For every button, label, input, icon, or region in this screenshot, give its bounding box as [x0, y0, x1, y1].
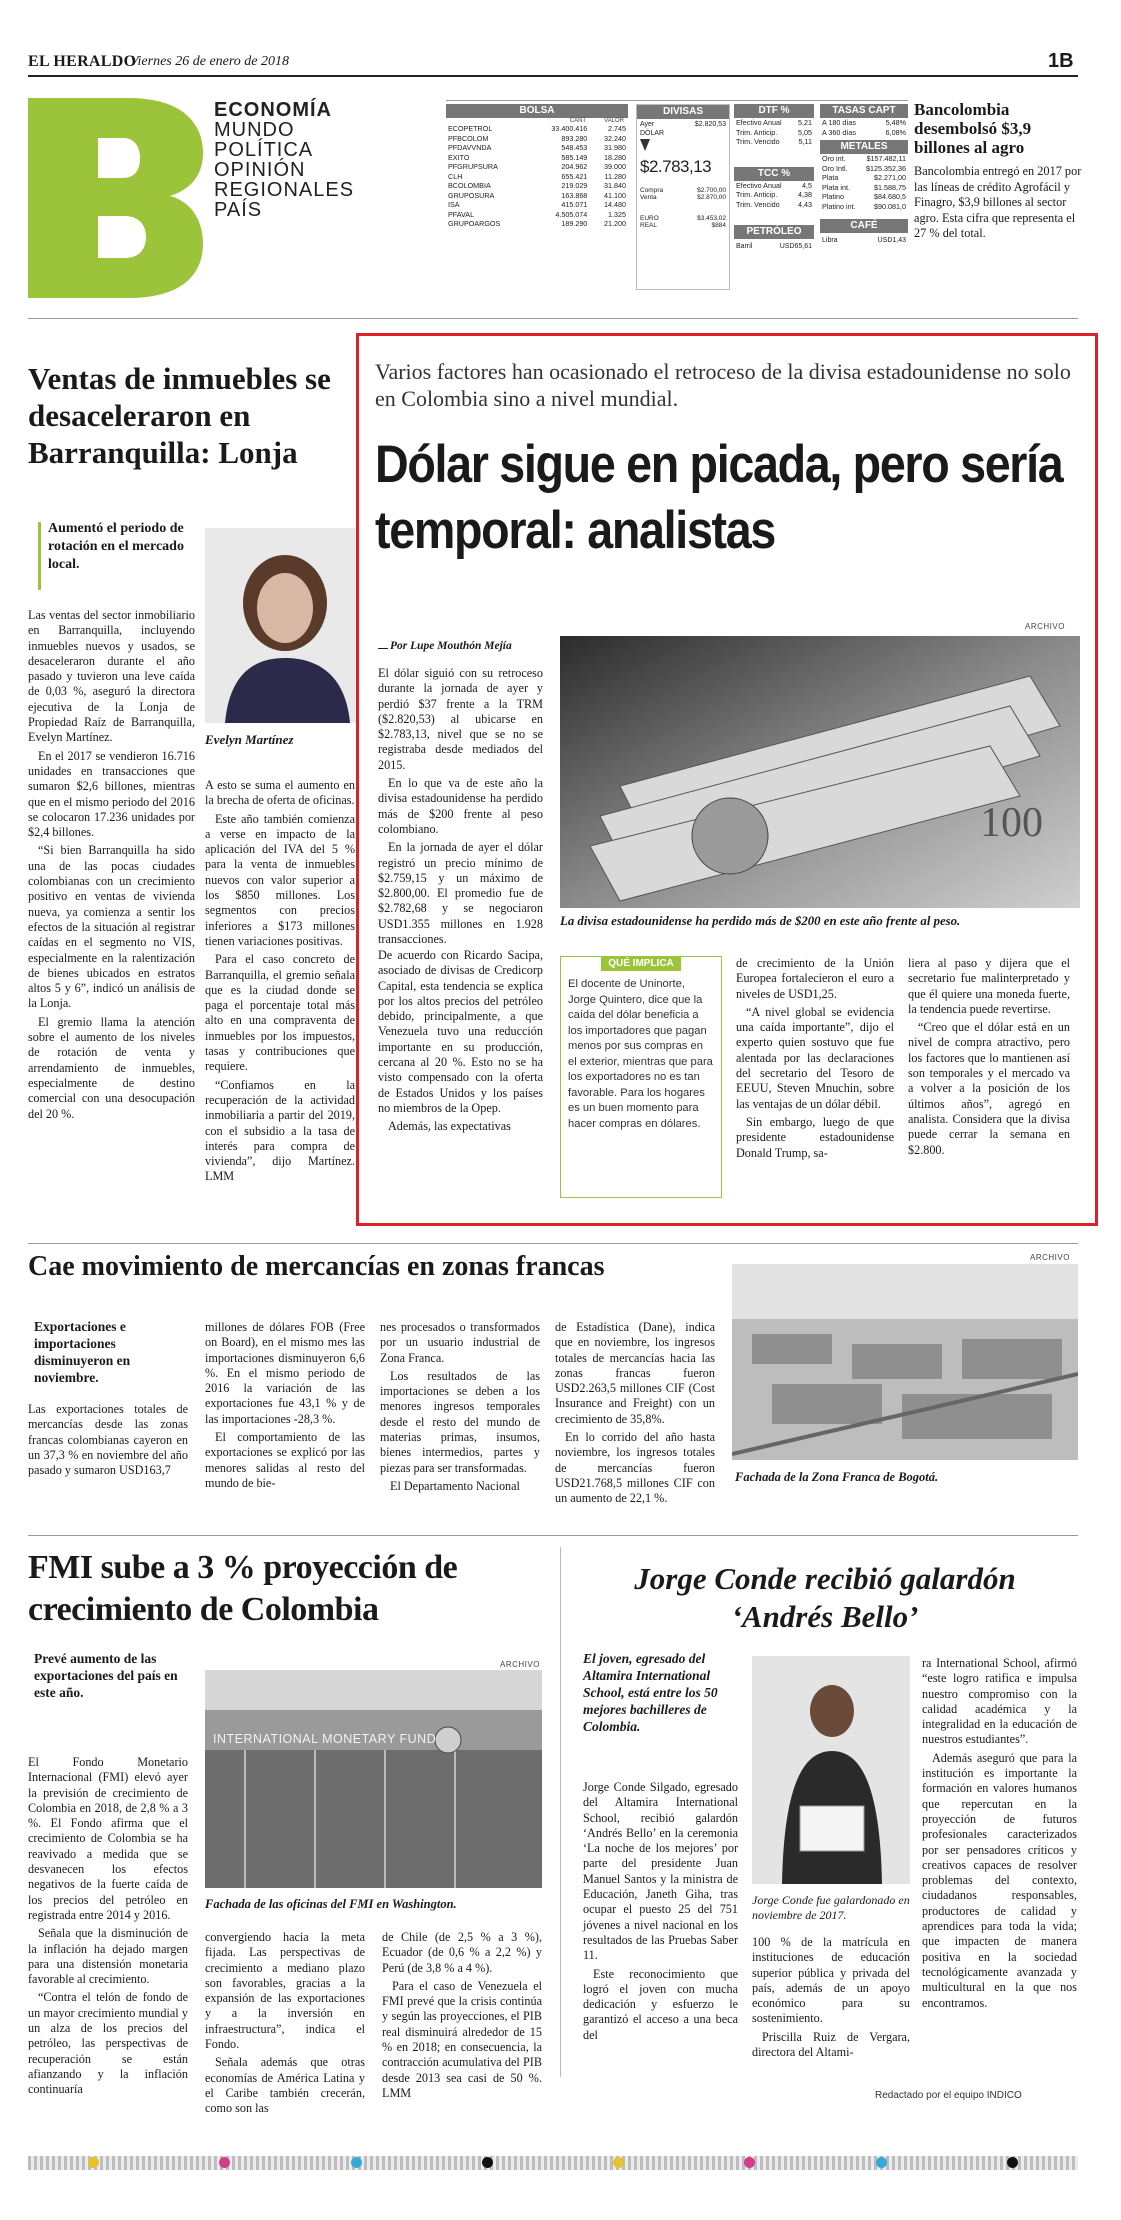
paragraph: ra International School, afirmó “este logro ratifica e impulsa nuestro compromiso con la calidad académica y la integralidad en la educación de nuestros estudiantes”.	[922, 1656, 1077, 1747]
market-row	[446, 124, 628, 134]
zonas-top-rule	[28, 1243, 1078, 1244]
market-row	[820, 154, 908, 164]
paragraph: de Chile (de 2,5 % a 3 %), Ecuador (de 0,6 % a 2,2 %) y Perú (de 3,8 % a 4 %).	[382, 1930, 542, 1975]
paragraph: 100 % de la matrícula en instituciones de educación superior pública y privada del país, además de un apoyo económico para su sostenimiento.	[752, 1935, 910, 2026]
paragraph: El Departamento Nacional	[390, 1478, 520, 1493]
market-label: EXITO	[448, 152, 470, 162]
market-value: 585.149	[561, 152, 588, 162]
zona-franca-photo-icon	[732, 1264, 1078, 1460]
tcc-title: TCC %	[734, 167, 814, 181]
dolar-archivo: ARCHIVO	[1025, 622, 1065, 631]
market-label: PFBCOLOM	[448, 133, 489, 143]
market-row	[446, 219, 628, 229]
section-regionales[interactable]: REGIONALES	[214, 179, 355, 201]
market-value: 6,08%	[885, 127, 906, 137]
market-panel	[446, 100, 908, 289]
market-label: CLH	[448, 171, 463, 181]
metales-rows	[820, 154, 908, 211]
issue-date: Viernes 26 de enero de 2018	[130, 54, 290, 69]
divisas-venta-value: $2.870,00	[697, 194, 726, 201]
market-label: GRUPOSURA	[448, 190, 495, 200]
fmi-headline: FMI sube a 3 % proyección de crecimiento de Colombia	[28, 1549, 458, 1628]
petroleo-label: Barril	[736, 243, 753, 250]
divisas-compra-value: $2.700,00	[697, 187, 726, 194]
fmi-archivo: ARCHIVO	[500, 1660, 540, 1669]
dolar-byline-rule	[378, 648, 388, 649]
dolar-kicker: Varios factores han ocasionado el retroceso de la divisa estadounidense no solo en Colombia sino a nivel mundial.	[375, 359, 1071, 411]
evelyn-photo	[205, 528, 357, 723]
paragraph: Jorge Conde Silgado, egresado del Altamira International School, recibió galardón ‘Andrés Bello’ en la ceremonia ‘La noche de los mejores’ por parte del presidente Juan Manuel Santos y la ministra de Educación, Janeth Giha, tras ocupar el puesto 25 del 751 jóvenes a nivel nacional en los resultados de las Pruebas Saber 11.	[583, 1780, 738, 1963]
bolsa-col-cant: CANT	[569, 118, 587, 124]
paragraph: De acuerdo con Ricardo Sacipa, asociado de divisas de Credicorp Capital, esta tendencia se explica por los altos precios del petróleo debido, principalmente, a que Venezuela tuvo una reducción importante en su producción, cercana al 20 %. Esto no se ha visto compensado con la oferta de Estados Unidos y los países no miembros de la Opep.	[378, 948, 543, 1115]
cmyk-dot-icon	[613, 2157, 624, 2168]
zonas-col2	[205, 1320, 365, 1494]
market-label: A 180 días	[822, 118, 856, 127]
paragraph: “A nivel global se evidencia una caída importante”, dijo el experto quien sostuvo que fue alentada por las declaraciones del secretario del Tesoro de EEUU, Steven Mnuchin, sobre las ventajas de un dólar débil.	[736, 1004, 894, 1111]
divisas-big-value: $2.783,13	[640, 157, 712, 176]
cafe-label: Libra	[822, 237, 838, 244]
paragraph: El gremio llama la atención sobre el aumento de los niveles de rotación de venta y arrendamiento de inmuebles, especialmente de destino comercial con una desocupación del 20 %.	[28, 1014, 195, 1121]
market-value: 31.840	[604, 181, 626, 190]
inmuebles-headline: Ventas de inmuebles se desaceleraron en Barranquilla: Lonja	[28, 361, 331, 470]
tasas-title: TASAS CAPT	[820, 104, 908, 118]
paragraph: Las ventas del sector inmobiliario en Barranquilla, incluyendo inmuebles nuevos y usados, se desaceleraron durante el año pasado y tuvieron una leve caída de 0,03 %, aseguró la directora ejecutiva de la Lonja de Propiedad Raíz de Barranquilla, Evelyn Martínez.	[28, 608, 195, 745]
fmi-col2	[205, 1930, 365, 2120]
imf-building-photo-icon	[205, 1670, 542, 1888]
conde-photo	[752, 1656, 910, 1884]
cmyk-dot-icon	[1007, 2157, 1018, 2168]
market-value: 5,48%	[885, 118, 906, 127]
paragraph: Señala que la disminución de la inflación ha dejado margen para una distensión monetaria favorable al crecimiento.	[28, 1926, 188, 1987]
conde-col3	[922, 1656, 1077, 2014]
paragraph: El comportamiento de las exportaciones se explicó por las menores salidas al resto del mundo de bie-	[205, 1430, 365, 1490]
divisas-venta-label: Venta	[640, 194, 657, 201]
paragraph: Para el caso concreto de Barranquilla, el gremio señala que es la ciudad donde se paga el porcentaje total más alto en una compraventa de inmuebles por los impuestos, tasas y contribuciones que requiere.	[205, 952, 355, 1074]
paragraph: A esto se suma el aumento en la brecha de oferta de oficinas.	[205, 778, 355, 808]
market-value: 548.453	[561, 143, 588, 152]
market-label: Platino	[822, 192, 844, 201]
market-value: 5,05	[798, 127, 812, 137]
paragraph: En lo que va de este año la divisa estadounidense ha perdido más de $200 frente al peso colombiano.	[378, 776, 543, 836]
market-row	[820, 192, 908, 202]
market-value: 41.100	[604, 190, 626, 200]
section-opinion[interactable]: OPINIÓN	[214, 159, 306, 181]
market-value: 655.421	[561, 171, 588, 181]
market-label: Plata int.	[822, 182, 850, 192]
inmuebles-lead: Aumentó el periodo de rotación en el mercado local.	[48, 521, 184, 572]
divisas-dolar-label: DÓLAR	[640, 130, 665, 137]
section-b-logo-icon	[28, 98, 203, 298]
market-label: A 360 días	[822, 127, 856, 137]
zonas-archivo: ARCHIVO	[1030, 1253, 1070, 1262]
market-label: Trim. Vencido	[736, 137, 780, 146]
market-value: 5,11	[798, 137, 812, 146]
section-mundo[interactable]: MUNDO	[214, 119, 295, 141]
market-label: Efectivo Anual	[736, 118, 782, 127]
inmuebles-lead-bar	[38, 522, 41, 590]
section-economia[interactable]: ECONOMÍA	[214, 99, 332, 121]
conde-col2	[752, 1935, 910, 2063]
market-value: $157.482,11	[866, 154, 906, 163]
bancolombia-body: Bancolombia entregó en 2017 por las líneas de crédito Agrofácil y Finagro, $3,9 billones al sector agro. Esta cifra que representa el 27 % del total.	[914, 164, 1082, 240]
market-row	[820, 202, 908, 212]
paragraph: El Fondo Monetario Internacional (FMI) elevó ayer la previsión de crecimiento de Colombia en 2018, de 2,8 % a 3 %. El Fondo afirma que el crecimiento de Colombia se ha reavivado a medida que se desvanecen los efectos negativos de la fuerte caída de los precios del petróleo en registrada entre 2014 y 2016.	[28, 1755, 188, 1922]
paragraph: Este año también comienza a verse en impacto de la aplicación del IVA del 5 % para la venta de inmuebles nuevos con valor superior a los $850 millones. Los segmentos con precios inferiores a $173 millones tienen variaciones positivas.	[205, 811, 355, 948]
zonas-photo	[732, 1264, 1078, 1460]
cmyk-dot-icon	[876, 2157, 887, 2168]
market-row	[734, 118, 814, 128]
cmyk-dot-icon	[88, 2157, 99, 2168]
market-value: $125.352,36	[866, 163, 906, 173]
page-number: 1B	[1048, 50, 1074, 72]
dolar-col4	[908, 956, 1070, 1161]
market-row	[820, 183, 908, 193]
market-row	[446, 200, 628, 210]
paragraph: Priscilla Ruiz de Vergara, directora del Altami-	[752, 2029, 910, 2060]
zonas-bottom-rule	[28, 1535, 1078, 1536]
market-value: $90.081,0	[874, 201, 906, 211]
market-label: Trim. Vencido	[736, 199, 780, 209]
conde-col1	[583, 1780, 738, 2046]
paragraph: “Creo que el dólar está en un nivel de compra atractivo, pero los factores que lo mantienen así son temporales y el mercado va a volver a la posición de los últimos años”, agregó en analista. Considera que la divisa puede cerrar la semana en $2.800.	[908, 1020, 1070, 1157]
tasas-metales-block	[820, 104, 908, 248]
cmyk-dot-icon	[219, 2157, 230, 2168]
market-row	[446, 181, 628, 191]
print-color-dots	[28, 2157, 1078, 2169]
market-value: 893.280	[561, 133, 588, 143]
market-value: 32.240	[604, 133, 626, 143]
market-value: 4,43	[798, 199, 812, 209]
paragraph: Además aseguró que para la institución es importante la formación en valores humanos que repercutan en la proyección de futuros profesionales caracterizados por ser pensadores críticos y creativos capaces de resolver problemas del contexto, ciudadanos responsables, productores de calidad y aprendices para toda la vida; que impacten de manera positiva en la sociedad tecnológicamente avanzada y multicultural en la que nos encontramos.	[922, 1750, 1077, 2010]
portrait-icon	[205, 528, 357, 723]
market-label: PFGRUPSURA	[448, 162, 498, 171]
market-value: 2.745	[608, 124, 626, 133]
cmyk-dot-icon	[744, 2157, 755, 2168]
market-row	[446, 153, 628, 163]
divisas-title: DIVISAS	[637, 105, 729, 119]
market-label: Oro int.	[822, 154, 846, 163]
bolsa-col-valor: VALOR	[604, 118, 624, 124]
market-value: $1.588,75	[874, 182, 906, 192]
dolar-col1	[378, 666, 543, 950]
market-value: 31.980	[604, 143, 626, 152]
market-value: 4.505.074	[555, 209, 588, 219]
market-row	[820, 128, 908, 138]
section-pais[interactable]: PAÍS	[214, 199, 263, 221]
bancolombia-title: Bancolombia desembolsó $3,9 billones al agro	[914, 100, 1032, 157]
divisas-ayer-label: Ayer	[640, 121, 655, 128]
dolar-headline: Dólar sigue en picada, pero sería temporal: analistas	[375, 435, 1063, 560]
divisas-euro-label: EURO	[640, 215, 659, 222]
market-label: Efectivo Anual	[736, 180, 782, 190]
market-label: PFAVAL	[448, 209, 475, 219]
header-rule	[28, 75, 1078, 77]
money-photo-icon	[560, 636, 1080, 908]
market-value: 4,5	[802, 180, 812, 190]
header-bottom-rule	[28, 318, 1078, 319]
paragraph: Los resultados de las importaciones se deben a los menores ingresos temporales desde el resto del mundo de materias primas, insumos, bienes intermedios, partes y piezas para ser transformadas.	[380, 1368, 540, 1475]
zonas-lead: Exportaciones e importaciones disminuyeron en noviembre.	[34, 1319, 131, 1385]
bolsa-rows	[446, 124, 628, 229]
paragraph: convergiendo hacia la meta fijada. Las perspectivas de crecimiento a mediano plazo son favorables, gracias a la expansión de las exportaciones y a la inversión en infraestructura”, indica el Fondo.	[205, 1930, 365, 2052]
market-row	[734, 190, 814, 200]
market-value: 219.029	[561, 181, 588, 190]
section-list	[214, 100, 354, 220]
paragraph: de Estadística (Dane), indica que en noviembre, los ingresos totales de mercancías hacia las zonas francas fueron USD2.263,5 millones CIF (Cost Insurance and Freight) con un crecimiento de 35,8%.	[555, 1320, 715, 1426]
paragraph: liera al paso y dijera que el secretario fue malinterpretado y que él quiere una moneda fuerte, la tendencia puede revertirse.	[908, 956, 1070, 1016]
conde-lead: El joven, egresado del Altamira International School, está entre los 50 mejores bachilleres de Colombia.	[583, 1651, 718, 1734]
conde-credit: Redactado por el equipo INDICO	[875, 2090, 1022, 2101]
market-row	[446, 162, 628, 172]
cmyk-dot-icon	[482, 2157, 493, 2168]
graduate-portrait-icon	[752, 1656, 910, 1884]
market-value: 1.325	[608, 209, 626, 219]
paragraph: Señala además que otras economías de América Latina y el Caribe también crecerán, como son las	[205, 2055, 365, 2116]
fmi-col3	[382, 1930, 542, 2104]
dtf-title: DTF %	[734, 104, 814, 118]
divisas-euro-value: $3.453,02	[697, 215, 726, 222]
newspaper-name: EL HERALDO	[28, 53, 137, 70]
petroleo-value: USD65,61	[779, 243, 812, 250]
svg-text:100: 100	[980, 800, 1043, 846]
fmi-photo-caption: Fachada de las oficinas del FMI en Washington.	[205, 1897, 457, 1911]
market-value: 5,21	[798, 118, 812, 127]
inmuebles-col1	[28, 608, 195, 1125]
imf-sign: INTERNATIONAL MONETARY FUND	[213, 1732, 437, 1746]
zonas-col1: Las exportaciones totales de mercancías desde las zonas francas colombianas cayeron en un 37,3 % en noviembre del año pasado y sumaron USD163,7	[28, 1402, 188, 1478]
tasas-rows	[820, 118, 908, 137]
paragraph: “Si bien Barranquilla ha sido una de las pocas ciudades colombianas con un crecimiento positivo en ventas de vivienda nueva, ya comienza a sentir los efectos de la situación al registrar caídas en el segmento no VIS, especialmente en la ralentización de bienes ubicados en estratos altos 5 y 6”, indicó un análisis de la Lonja.	[28, 843, 195, 1011]
petroleo-title: PETRÓLEO	[734, 225, 814, 239]
market-value: 11.280	[604, 171, 626, 181]
dolar-col2	[378, 948, 543, 1138]
market-value: 189.290	[561, 219, 588, 228]
zonas-col4	[555, 1320, 715, 1510]
tcc-rows	[734, 181, 814, 210]
divisas-ayer-value: $2.820,53	[694, 121, 726, 128]
dolar-photo-caption: La divisa estadounidense ha perdido más de $200 en este año frente al peso.	[560, 914, 961, 928]
market-label: Trim. Anticip.	[736, 190, 778, 199]
market-row	[734, 200, 814, 210]
paragraph: de crecimiento de la Unión Europea fortalecieron el euro a niveles de USD1,25.	[736, 956, 894, 1001]
paragraph: En lo corrido del año hasta noviembre, los ingresos totales de mercancías fueron USD21.768,5 millones CIF con un aumento de 22,1 %.	[555, 1430, 715, 1506]
paragraph: millones de dólares FOB (Free on Board), en el mismo mes las importaciones disminuyeron 6,6 %. En el mismo periodo de 2016 la variación de las exportaciones fue 43,1 % y de las importaciones -28,3 %.	[205, 1320, 365, 1426]
market-value: 4,38	[798, 190, 812, 199]
conde-photo-caption: Jorge Conde fue galardonado en noviembre de 2017.	[752, 1893, 910, 1922]
paragraph: El dólar siguió con su retroceso durante la jornada de ayer y perdió $37 frente a la TRM ($2.820,53) al ubicarse en $2.783,13, nivel que se no se registraba desde mediados del 2015.	[378, 666, 543, 772]
rates-block	[734, 104, 814, 254]
paragraph: Además, las expectativas	[388, 1119, 511, 1134]
market-value: $84.680,5	[874, 192, 906, 201]
market-label: Oro Intl.	[822, 163, 848, 173]
cmyk-dot-icon	[351, 2157, 362, 2168]
divisas-block	[636, 104, 730, 290]
market-row	[446, 191, 628, 201]
fmi-photo	[205, 1670, 542, 1888]
paragraph: Este reconocimiento que logró el joven con mucha dedicación y esfuerzo le garantizó el acceso a una beca del	[583, 1966, 738, 2042]
market-row	[734, 137, 814, 147]
que-implica-box	[560, 956, 722, 1198]
metales-title: METALES	[820, 140, 908, 154]
market-label: ECOPETROL	[448, 124, 493, 133]
market-value: 33.400.416	[551, 124, 588, 133]
market-value: 204.962	[561, 162, 588, 171]
market-label: GRUPOARGOS	[448, 219, 501, 228]
divisas-real-value: $884	[711, 222, 726, 229]
market-label: ISA	[448, 200, 460, 209]
paragraph: nes procesados o transformados por un usuario industrial de Zona Franca.	[380, 1320, 540, 1365]
market-row	[820, 173, 908, 183]
dolar-photo	[560, 636, 1080, 908]
divisas-real-label: REAL	[640, 222, 657, 229]
market-row	[734, 181, 814, 191]
dtf-rows	[734, 118, 814, 147]
inmuebles-col2	[205, 778, 355, 1188]
paragraph: En el 2017 se vendieron 16.716 unidades en transacciones que sumaron $2,6 billones, mientras que en el mismo periodo del 2016 se colocaron 17.236 unidades por $2,4 billones.	[28, 748, 195, 840]
paragraph: En la jornada de ayer el dólar registró un precio mínimo de $2.759,15 y un máximo de $2.800,00. El promedio fue de $2.782,68 y se negociaron USD1.355 millones en 1.928 transacciones.	[378, 840, 543, 947]
market-row	[820, 164, 908, 174]
cafe-title: CAFÉ	[820, 219, 908, 233]
paragraph: “Contra el telón de fondo de un mayor crecimiento mundial y un alza de los precios del petróleo, las perspectivas de recuperación se están afianzando y la inflación continuaría	[28, 1990, 188, 2097]
zonas-col3	[380, 1320, 540, 1497]
paragraph: Para el caso de Venezuela el FMI prevé que la crisis continúa y según las proyecciones, el PIB real disminuirá alrededor de 15 % en 2018; en consecuencia, la contracción acumulativa del PIB desde 2013 sea casi de 50 %. LMM	[382, 1978, 542, 2100]
market-row	[446, 210, 628, 220]
paragraph: Sin embargo, luego de que presidente estadounidense Donald Trump, sa-	[736, 1114, 894, 1160]
paragraph: “Confiamos en la recuperación de la actividad inmobiliaria a partir del 2019, con el subsidio a la tasa de interés para compra de vivienda”, dijo Martínez. LMM	[205, 1077, 355, 1184]
market-label: Plata	[822, 173, 839, 182]
conde-headline: Jorge Conde recibió galardón ‘Andrés Bello’	[634, 1561, 1016, 1634]
market-row	[446, 143, 628, 153]
market-row	[446, 134, 628, 144]
market-label: PFDAVVNDA	[448, 143, 492, 152]
dollar-down-arrow-icon	[640, 139, 650, 153]
evelyn-caption: Evelyn Martínez	[205, 732, 294, 747]
divisas-compra-label: Compra	[640, 187, 664, 194]
section-letter-block	[28, 98, 203, 298]
market-label: BCOLOMBIA	[448, 181, 491, 190]
section-politica[interactable]: POLÍTICA	[214, 139, 314, 161]
bolsa-title: BOLSA	[446, 104, 628, 118]
que-implica-text: El docente de Uninorte, Jorge Quintero, dice que la caída del dólar beneficia a los importadores que pagan menos por sus compras en el exterior, mientras que para los exportadores no es tan favorable. Para los hogares es un buen momento para hacer compras en dólares.	[568, 978, 713, 1130]
market-row	[446, 172, 628, 182]
market-label: Trim. Anticip.	[736, 127, 778, 137]
fmi-lead: Prevé aumento de las exportaciones del país en este año.	[34, 1651, 178, 1700]
que-implica-title: QUÉ IMPLICA	[601, 956, 681, 971]
market-value: 415.071	[561, 200, 588, 209]
dolar-byline: Por Lupe Mouthón Mejía	[390, 640, 512, 652]
market-value: 21.200	[604, 219, 626, 228]
market-value: 163.868	[561, 190, 588, 200]
market-value: 18.280	[604, 152, 626, 162]
fmi-col1	[28, 1755, 188, 2101]
cafe-value: USD1,43	[877, 237, 906, 244]
market-value: $2.271,00	[874, 173, 906, 182]
market-value: 39.000	[604, 162, 626, 171]
zonas-headline: Cae movimiento de mercancías en zonas francas	[28, 1251, 605, 1282]
market-row	[820, 118, 908, 128]
bolsa-table	[446, 104, 628, 229]
market-row	[734, 128, 814, 138]
market-value: 14.480	[604, 200, 626, 209]
zonas-photo-caption: Fachada de la Zona Franca de Bogotá.	[735, 1470, 939, 1484]
dolar-col3	[736, 956, 894, 1164]
market-label: Platino int.	[822, 201, 856, 211]
